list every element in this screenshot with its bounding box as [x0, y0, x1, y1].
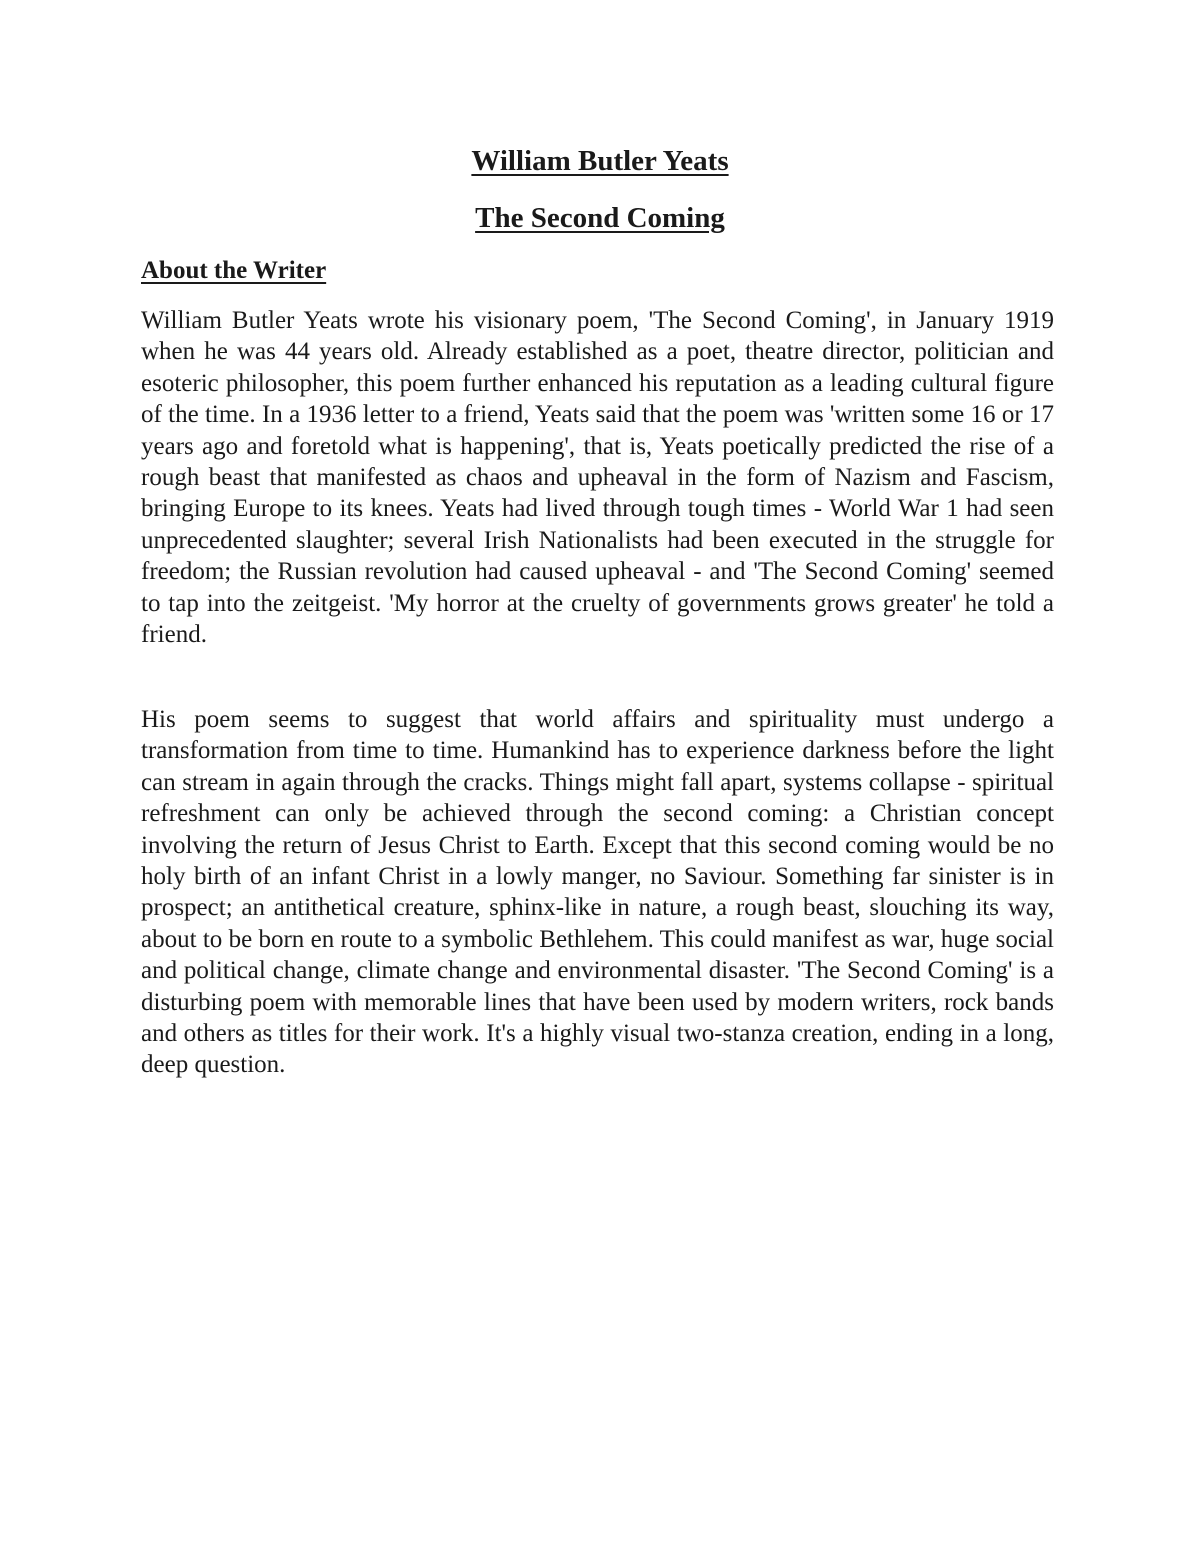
- paragraph-1: William Butler Yeats wrote his visionary poem, 'The Second Coming', in January 1919 when he was 44 years old. Already established as a poet, theatre director, politician and esoteric philosopher, this poem further enhanced his reputation as a leading cultural figure of the time. In a 1936 letter to a friend, Yeats said that the poem was 'written some 16 or 17 years ago and foretold what is happening', that is, Yeats poetically predicted the rise of a rough beast that manifested as chaos and upheaval in the form of Nazism and Fascism, bringing Europe to its knees. Yeats had lived through tough times - World War 1 had seen unprecedented slaughter; several Irish Nationalists had been executed in the struggle for freedom; the Russian revolution had caused upheaval - and 'The Second Coming' seemed to tap into the zeitgeist. 'My horror at the cruelty of governments grows greater' he told a friend.: [141, 307, 1054, 649]
- author-title: [0, 143, 1200, 179]
- poem-title-text: The Second Coming: [475, 202, 725, 234]
- poem-title: [0, 200, 1200, 236]
- paragraph-2: His poem seems to suggest that world affairs and spirituality must undergo a transformation from time to time. Humankind has to experience darkness before the light can stream in again through the cracks. Things might fall apart, systems collapse - spiritual refreshment can only be achieved through the second coming: a Christian concept involving the return of Jesus Christ to Earth. Except that this second coming would be no holy birth of an infant Christ in a lowly manger, no Saviour. Something far sinister is in prospect; an antithetical creature, sphinx-like in nature, a rough beast, slouching its way, about to be born en route to a symbolic Bethlehem. This could manifest as war, huge social and political change, climate change and environmental disaster. 'The Second Coming' is a disturbing poem with memorable lines that have been used by modern writers, rock bands and others as titles for their work. It's a highly visual two-stanza creation, ending in a long, deep question.: [141, 706, 1054, 1079]
- section-heading: About the Writer: [141, 257, 327, 284]
- author-title-text: William Butler Yeats: [471, 145, 729, 177]
